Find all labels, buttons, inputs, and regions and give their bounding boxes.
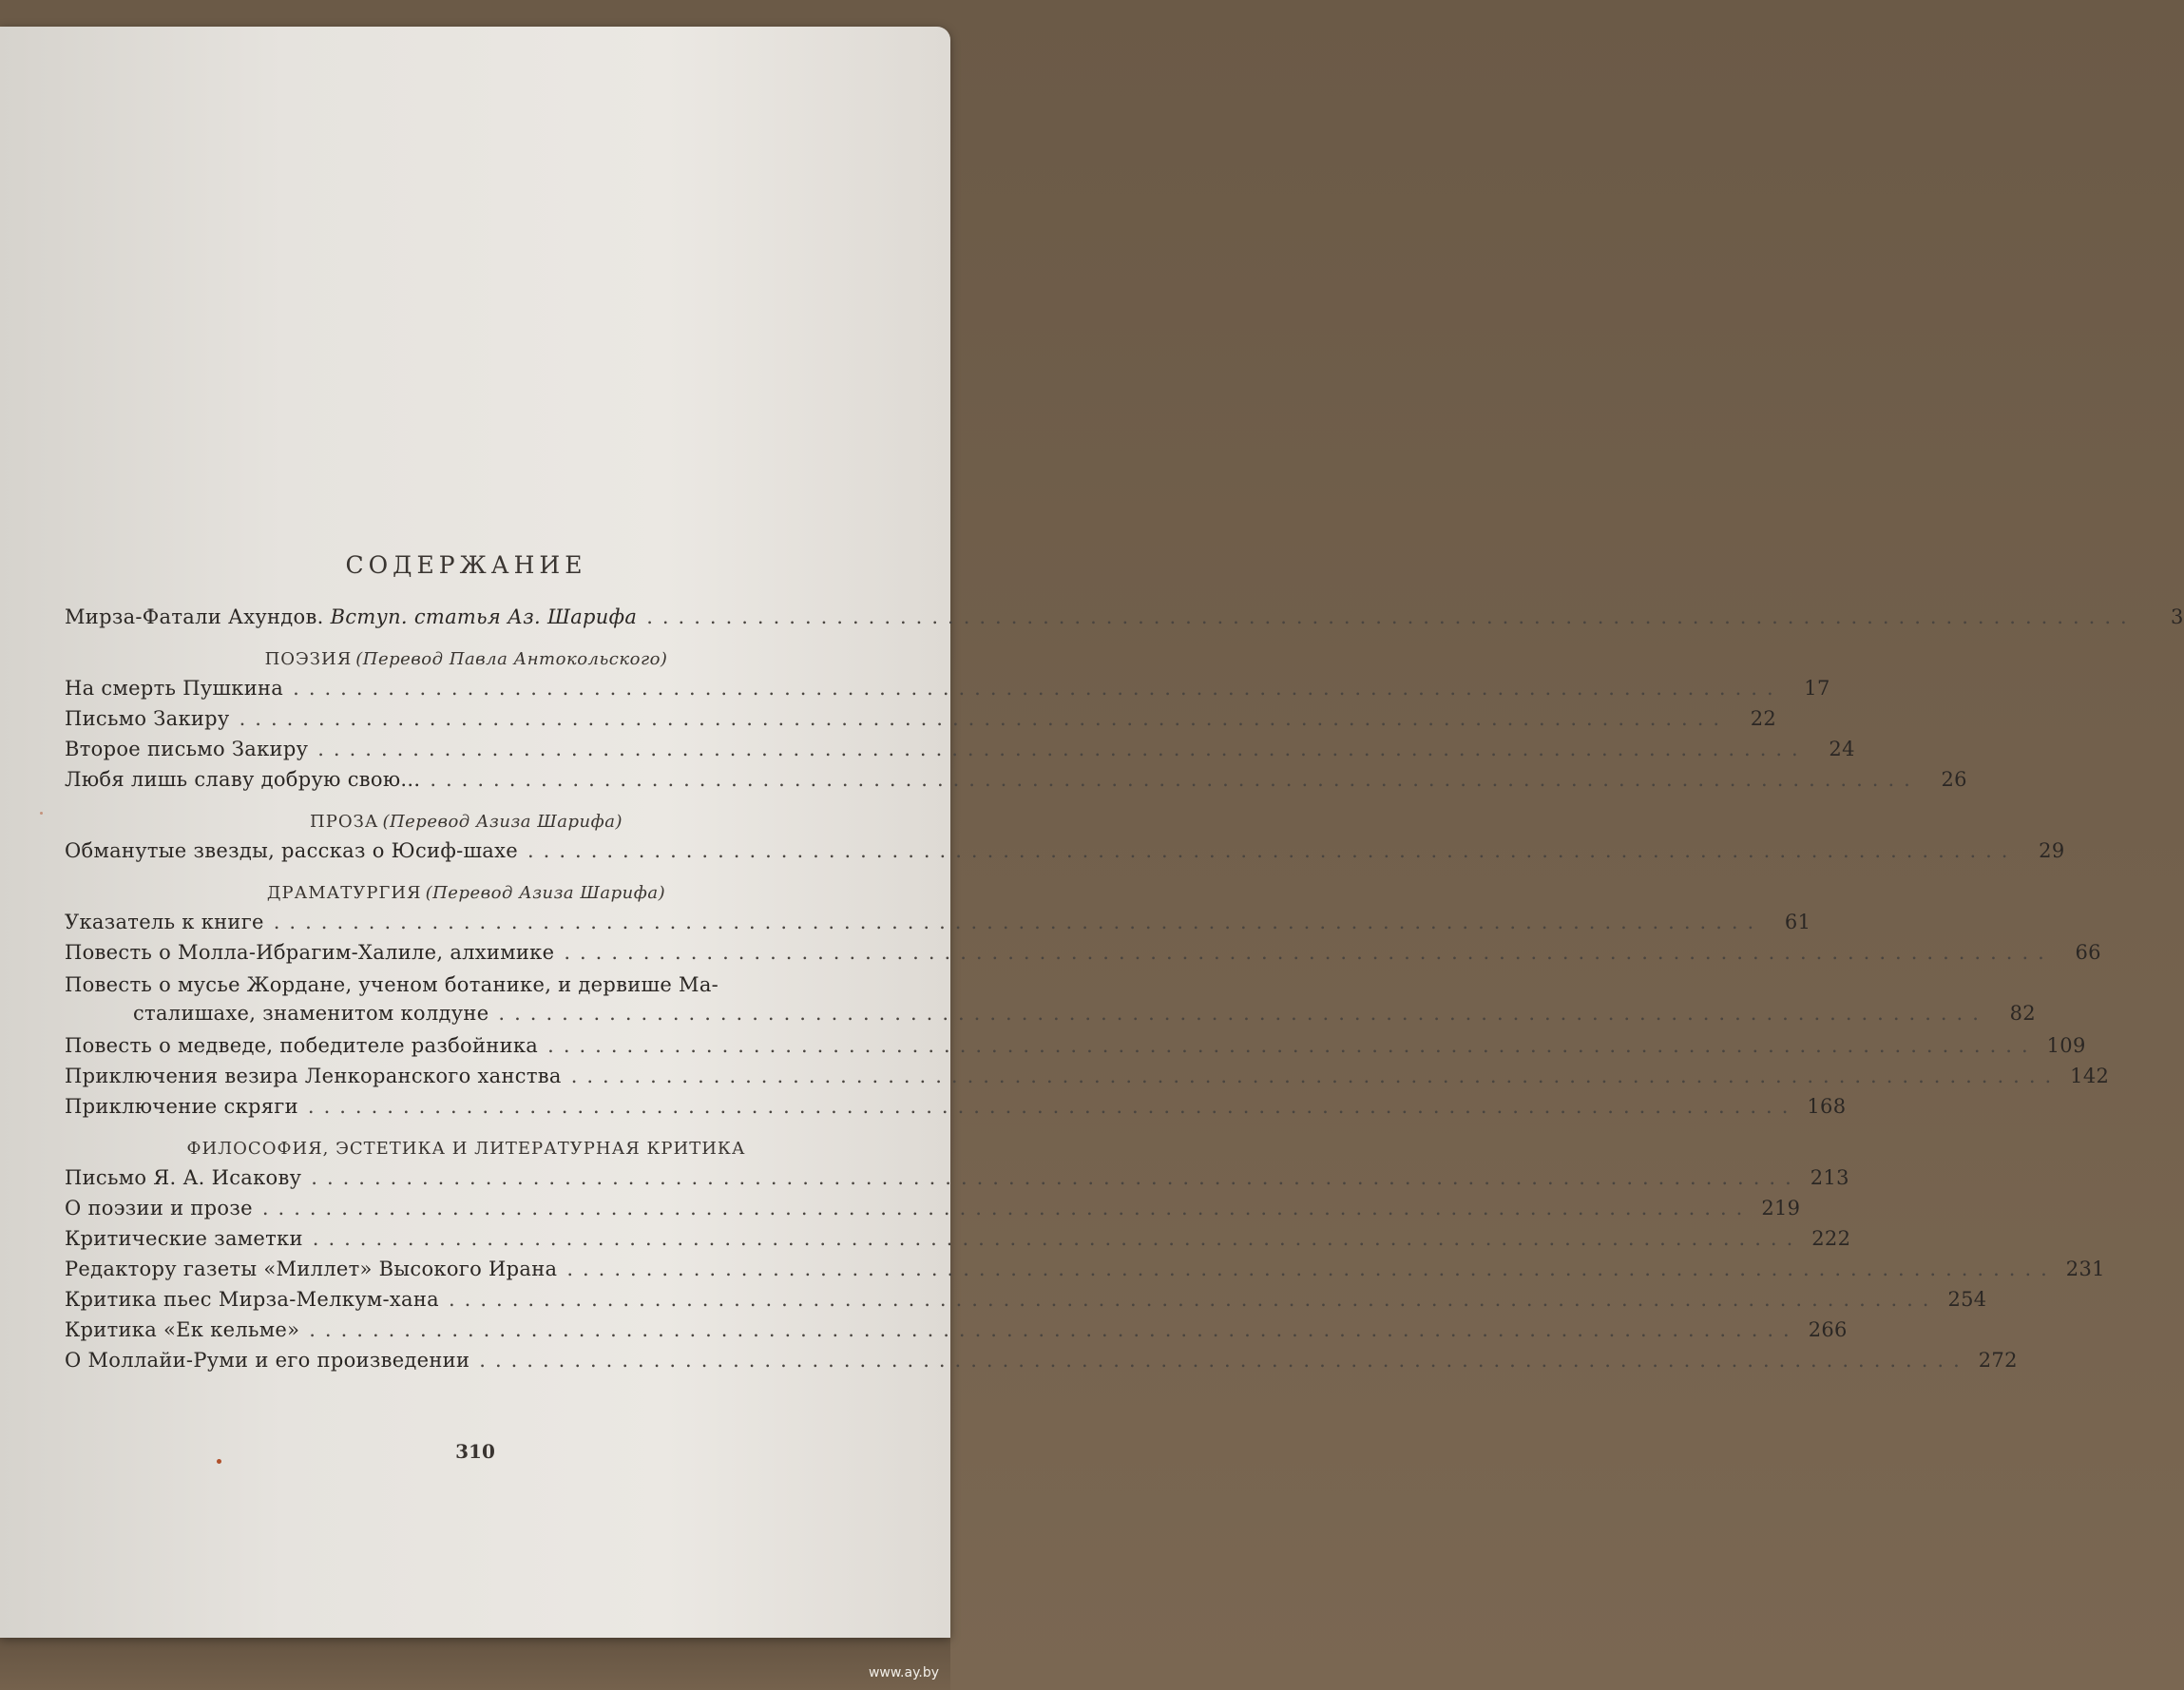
entry-title: Критика «Ек кельме» (65, 1318, 300, 1341)
sections (65, 649, 2110, 1379)
entry-title: На смерть Пушкина (65, 677, 284, 700)
toc-entry[interactable] (65, 1002, 2036, 1032)
leader-dots: .............................................................................................. (646, 605, 2136, 628)
toc-entry[interactable] (65, 1095, 1847, 1125)
toc-entry[interactable] (65, 1258, 2105, 1288)
entry-title-line1: Повесть о мусье Жордане, ученом ботанике, и дервише Ма- (65, 973, 719, 996)
section-heading-text: ПОЭЗИЯ (264, 649, 353, 669)
section-heading (65, 883, 868, 903)
toc-entry[interactable] (65, 738, 1855, 768)
entry-page: 231 (2065, 1258, 2105, 1280)
leader-dots: .............................................................................................. (307, 1095, 1798, 1118)
leader-dots: .............................................................................................. (570, 1065, 2061, 1087)
entry-title: Повесть о медведе, победителе разбойника (65, 1034, 539, 1057)
entry-page: 17 (1804, 677, 1830, 700)
entry-page: 254 (1947, 1288, 1987, 1311)
leader-dots: .............................................................................................. (312, 1227, 1803, 1250)
leader-dots: .............................................................................................. (261, 1197, 1753, 1219)
leader-dots: .............................................................................................. (273, 911, 1764, 933)
leader-dots: .............................................................................................. (430, 768, 1920, 791)
entry-title: Приключение скряги (65, 1095, 298, 1118)
section-heading (65, 812, 868, 832)
leader-dots: .............................................................................................. (527, 839, 2018, 862)
section-heading (65, 649, 868, 669)
leader-dots: .............................................................................................. (317, 738, 1808, 760)
leader-dots: .............................................................................................. (566, 1258, 2057, 1280)
toc-entry[interactable] (65, 707, 1777, 738)
section-translator-note: (Перевод Азиза Шарифа) (382, 812, 623, 832)
entry-title: Критические заметки (65, 1227, 303, 1250)
watermark: www.ay.by (868, 1665, 939, 1680)
toc-entry[interactable] (65, 941, 2101, 971)
paper-speck (40, 812, 43, 815)
entry-title: Редактору газеты «Миллет» Высокого Ирана (65, 1258, 558, 1280)
toc-entry[interactable] (65, 1288, 1987, 1318)
toc-title: СОДЕРЖАНИЕ (345, 551, 587, 579)
leader-dots: .............................................................................................. (311, 1166, 1801, 1189)
entry-title: Приключения везира Ленкоранского ханства (65, 1065, 562, 1087)
leader-dots: .............................................................................................. (239, 707, 1730, 730)
entry-title: Письмо Закиру (65, 707, 230, 730)
entry-title: Указатель к книге (65, 911, 264, 933)
toc-entry[interactable] (65, 768, 1967, 798)
entry-page: 213 (1810, 1166, 1849, 1189)
leader-dots: .............................................................................................. (547, 1034, 2038, 1057)
entry-title: О Моллайи-Руми и его произведении (65, 1349, 470, 1372)
leader-dots: .............................................................................................. (498, 1002, 1988, 1025)
toc-entry[interactable] (65, 1318, 1848, 1349)
section-heading-text: ПРОЗА (310, 812, 379, 832)
entry-page: 142 (2070, 1065, 2110, 1087)
entry-page: 22 (1750, 707, 1777, 730)
toc-entry[interactable] (65, 1197, 1801, 1227)
entry-page: 66 (2075, 941, 2101, 964)
section-heading-text: ДРАМАТУРГИЯ (266, 883, 422, 903)
leader-dots: .............................................................................................. (449, 1288, 1939, 1311)
entry-page: 272 (1978, 1349, 2018, 1372)
toc-entry[interactable] (65, 1166, 1849, 1197)
leader-dots: .............................................................................................. (479, 1349, 1969, 1372)
toc-entry[interactable] (65, 1034, 2086, 1065)
entry-title: Второе письмо Закиру (65, 738, 309, 760)
entry-page: 29 (2039, 839, 2065, 862)
entry-title: Повесть о Молла-Ибрагим-Халиле, алхимике (65, 941, 555, 964)
entry-page: 168 (1807, 1095, 1847, 1118)
section-translator-note: (Перевод Павла Антокольского) (355, 649, 668, 669)
entry-title: Мирза-Фатали Ахундов. Вступ. статья Аз. Шарифа (65, 605, 638, 628)
toc-entry-intro[interactable] (65, 605, 2184, 636)
table-of-contents (65, 525, 2184, 1379)
toc-entry[interactable] (65, 1065, 2110, 1095)
leader-dots: .............................................................................................. (309, 1318, 1799, 1341)
entry-page: 3 (2171, 605, 2184, 628)
entry-page: 26 (1941, 768, 1967, 791)
entry-title: О поэзии и прозе (65, 1197, 253, 1219)
entry-page: 266 (1808, 1318, 1848, 1341)
entry-page: 82 (2009, 1002, 2036, 1025)
entry-page: 61 (1784, 911, 1811, 933)
entry-page: 24 (1829, 738, 1855, 760)
entry-page: 109 (2046, 1034, 2086, 1057)
section-translator-note: (Перевод Азиза Шарифа) (425, 883, 666, 903)
entry-title: Любя лишь славу добрую свою... (65, 768, 421, 791)
entry-title: Критика пьес Мирза-Мелкум-хана (65, 1288, 439, 1311)
toc-entry[interactable] (65, 677, 1830, 707)
toc-entry-multiline (65, 973, 2036, 1032)
entry-title: Письмо Я. А. Исакову (65, 1166, 302, 1189)
entry-page: 222 (1811, 1227, 1851, 1250)
toc-entry[interactable] (65, 1349, 2018, 1379)
toc-entry[interactable] (65, 839, 2065, 870)
entry-title: Обманутые звезды, рассказ о Юсиф-шахе (65, 839, 518, 862)
toc-entry[interactable] (65, 1227, 1851, 1258)
toc-entry[interactable] (65, 911, 1811, 941)
section-heading-text: ФИЛОСОФИЯ, ЭСТЕТИКА И ЛИТЕРАТУРНАЯ КРИТИКА (186, 1139, 746, 1159)
leader-dots: .............................................................................................. (293, 677, 1783, 700)
leader-dots: .............................................................................................. (564, 941, 2054, 964)
section-heading (65, 1139, 868, 1159)
entry-title: сталишахе, знаменитом колдуне (133, 1002, 489, 1025)
entry-page: 219 (1761, 1197, 1801, 1219)
page-number: 310 (455, 1440, 495, 1463)
